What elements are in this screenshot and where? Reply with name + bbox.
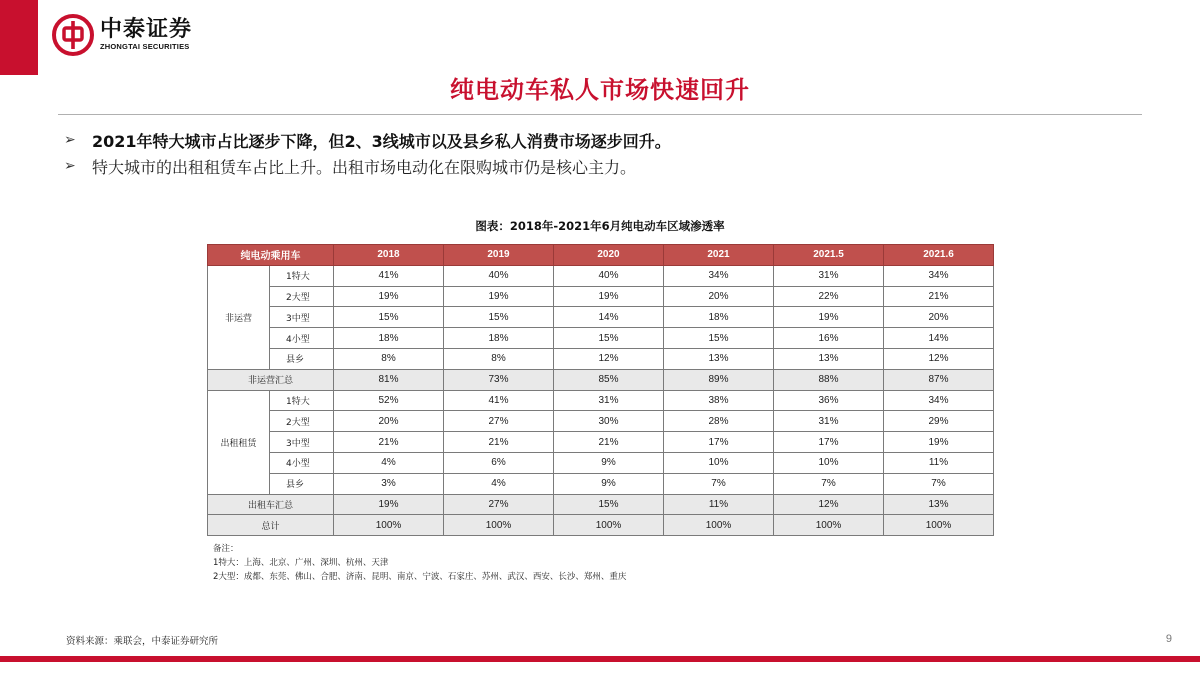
value-cell: 12% [774, 494, 884, 515]
value-cell: 15% [664, 328, 774, 349]
table-row [208, 452, 994, 473]
value-cell: 19% [444, 286, 554, 307]
value-cell: 20% [664, 286, 774, 307]
value-cell: 18% [334, 328, 444, 349]
value-cell: 15% [554, 328, 664, 349]
title-divider [58, 114, 1142, 115]
value-cell: 34% [884, 265, 994, 286]
subtotal-row [208, 369, 994, 390]
value-cell: 7% [884, 473, 994, 494]
value-cell: 16% [774, 328, 884, 349]
value-cell: 14% [884, 328, 994, 349]
value-cell: 88% [774, 369, 884, 390]
value-cell: 11% [884, 452, 994, 473]
value-cell: 20% [334, 411, 444, 432]
table-row [208, 348, 994, 369]
brand-name-cn: 中泰证券 [100, 17, 193, 42]
table-row [208, 390, 994, 411]
value-cell: 8% [444, 348, 554, 369]
subtotal-label-cell: 出租车汇总 [208, 494, 334, 515]
value-cell: 27% [444, 494, 554, 515]
value-cell: 100% [774, 515, 884, 536]
table-row [208, 307, 994, 328]
total-label-cell: 总计 [208, 515, 334, 536]
value-cell: 31% [774, 265, 884, 286]
value-cell: 40% [554, 265, 664, 286]
bullet-text: 2021年特大城市占比逐步下降，但2、3线城市以及县乡私人消费市场逐步回升。 [92, 131, 671, 151]
value-cell: 73% [444, 369, 554, 390]
table-row [208, 411, 994, 432]
value-cell: 19% [554, 286, 664, 307]
category-cell: 4小型 [270, 452, 334, 473]
value-cell: 20% [884, 307, 994, 328]
page-number: 9 [1165, 633, 1172, 645]
value-cell: 18% [664, 307, 774, 328]
value-cell: 31% [774, 411, 884, 432]
value-cell: 11% [664, 494, 774, 515]
value-cell: 13% [884, 494, 994, 515]
table-notes [213, 542, 626, 584]
table-row [208, 328, 994, 349]
value-cell: 4% [444, 473, 554, 494]
table-body [208, 265, 994, 535]
value-cell: 28% [664, 411, 774, 432]
total-row [208, 515, 994, 536]
header-cell: 2019 [444, 245, 554, 266]
group-label-cell: 出租租赁 [208, 390, 270, 494]
value-cell: 100% [334, 515, 444, 536]
group-label-cell: 非运营 [208, 265, 270, 369]
value-cell: 15% [334, 307, 444, 328]
note-line: 1特大：上海、北京、广州、深圳、杭州、天津 [213, 558, 389, 568]
bullet-list [64, 127, 671, 179]
value-cell: 17% [664, 432, 774, 453]
header-cell: 2021.6 [884, 245, 994, 266]
value-cell: 19% [774, 307, 884, 328]
value-cell: 3% [334, 473, 444, 494]
table-row [208, 265, 994, 286]
value-cell: 34% [884, 390, 994, 411]
value-cell: 21% [554, 432, 664, 453]
slide-title: 纯电动车私人市场快速回升 [450, 75, 750, 104]
value-cell: 13% [774, 348, 884, 369]
brand-logo [52, 14, 192, 56]
value-cell: 36% [774, 390, 884, 411]
value-cell: 15% [444, 307, 554, 328]
category-cell: 2大型 [270, 411, 334, 432]
value-cell: 4% [334, 452, 444, 473]
value-cell: 52% [334, 390, 444, 411]
penetration-table [207, 244, 994, 536]
category-cell: 2大型 [270, 286, 334, 307]
value-cell: 41% [444, 390, 554, 411]
category-cell: 3中型 [270, 432, 334, 453]
category-cell: 4小型 [270, 328, 334, 349]
value-cell: 19% [334, 286, 444, 307]
value-cell: 18% [444, 328, 554, 349]
value-cell: 21% [884, 286, 994, 307]
table-row [208, 432, 994, 453]
value-cell: 30% [554, 411, 664, 432]
value-cell: 41% [334, 265, 444, 286]
category-cell: 1特大 [270, 390, 334, 411]
value-cell: 15% [554, 494, 664, 515]
value-cell: 38% [664, 390, 774, 411]
source-note: 资料来源：乘联会，中泰证券研究所 [66, 636, 219, 647]
brand-name-en: ZHONGTAI SECURITIES [100, 42, 190, 51]
value-cell: 21% [334, 432, 444, 453]
bullet-item [64, 127, 671, 153]
table-row [208, 286, 994, 307]
value-cell: 10% [774, 452, 884, 473]
value-cell: 19% [334, 494, 444, 515]
note-line: 2大型：成都、东莞、佛山、合肥、济南、昆明、南京、宁波、石家庄、苏州、武汉、西安、长沙、郑州、重庆 [213, 572, 627, 582]
value-cell: 85% [554, 369, 664, 390]
value-cell: 14% [554, 307, 664, 328]
value-cell: 22% [774, 286, 884, 307]
value-cell: 12% [884, 348, 994, 369]
value-cell: 10% [664, 452, 774, 473]
value-cell: 100% [444, 515, 554, 536]
value-cell: 9% [554, 473, 664, 494]
subtotal-row [208, 494, 994, 515]
category-cell: 3中型 [270, 307, 334, 328]
value-cell: 6% [444, 452, 554, 473]
value-cell: 12% [554, 348, 664, 369]
value-cell: 87% [884, 369, 994, 390]
value-cell: 31% [554, 390, 664, 411]
arrow-right-icon: ➢ [64, 158, 76, 174]
value-cell: 81% [334, 369, 444, 390]
table-caption: 图表：2018年-2021年6月纯电动车区域渗透率 [475, 219, 725, 233]
notes-heading: 备注： [213, 544, 239, 554]
header-cell: 2018 [334, 245, 444, 266]
value-cell: 89% [664, 369, 774, 390]
value-cell: 13% [664, 348, 774, 369]
value-cell: 19% [884, 432, 994, 453]
table-header-row [208, 245, 994, 266]
value-cell: 17% [774, 432, 884, 453]
value-cell: 21% [444, 432, 554, 453]
value-cell: 29% [884, 411, 994, 432]
left-accent-bar [0, 0, 38, 75]
value-cell: 7% [664, 473, 774, 494]
category-cell: 1特大 [270, 265, 334, 286]
value-cell: 34% [664, 265, 774, 286]
subtotal-label-cell: 非运营汇总 [208, 369, 334, 390]
header-cell: 纯电动乘用车 [208, 245, 334, 266]
bullet-text: 特大城市的出租租赁车占比上升。出租市场电动化在限购城市仍是核心主力。 [92, 157, 637, 177]
header-cell: 2020 [554, 245, 664, 266]
header-cell: 2021 [664, 245, 774, 266]
bullet-item [64, 153, 671, 179]
value-cell: 7% [774, 473, 884, 494]
value-cell: 40% [444, 265, 554, 286]
value-cell: 100% [554, 515, 664, 536]
value-cell: 100% [664, 515, 774, 536]
value-cell: 9% [554, 452, 664, 473]
category-cell: 县乡 [270, 473, 334, 494]
bottom-accent-bar [0, 656, 1200, 662]
arrow-right-icon: ➢ [64, 132, 76, 148]
zhongtai-logo-icon [52, 14, 94, 56]
value-cell: 100% [884, 515, 994, 536]
value-cell: 27% [444, 411, 554, 432]
value-cell: 8% [334, 348, 444, 369]
header-cell: 2021.5 [774, 245, 884, 266]
category-cell: 县乡 [270, 348, 334, 369]
table-row [208, 473, 994, 494]
